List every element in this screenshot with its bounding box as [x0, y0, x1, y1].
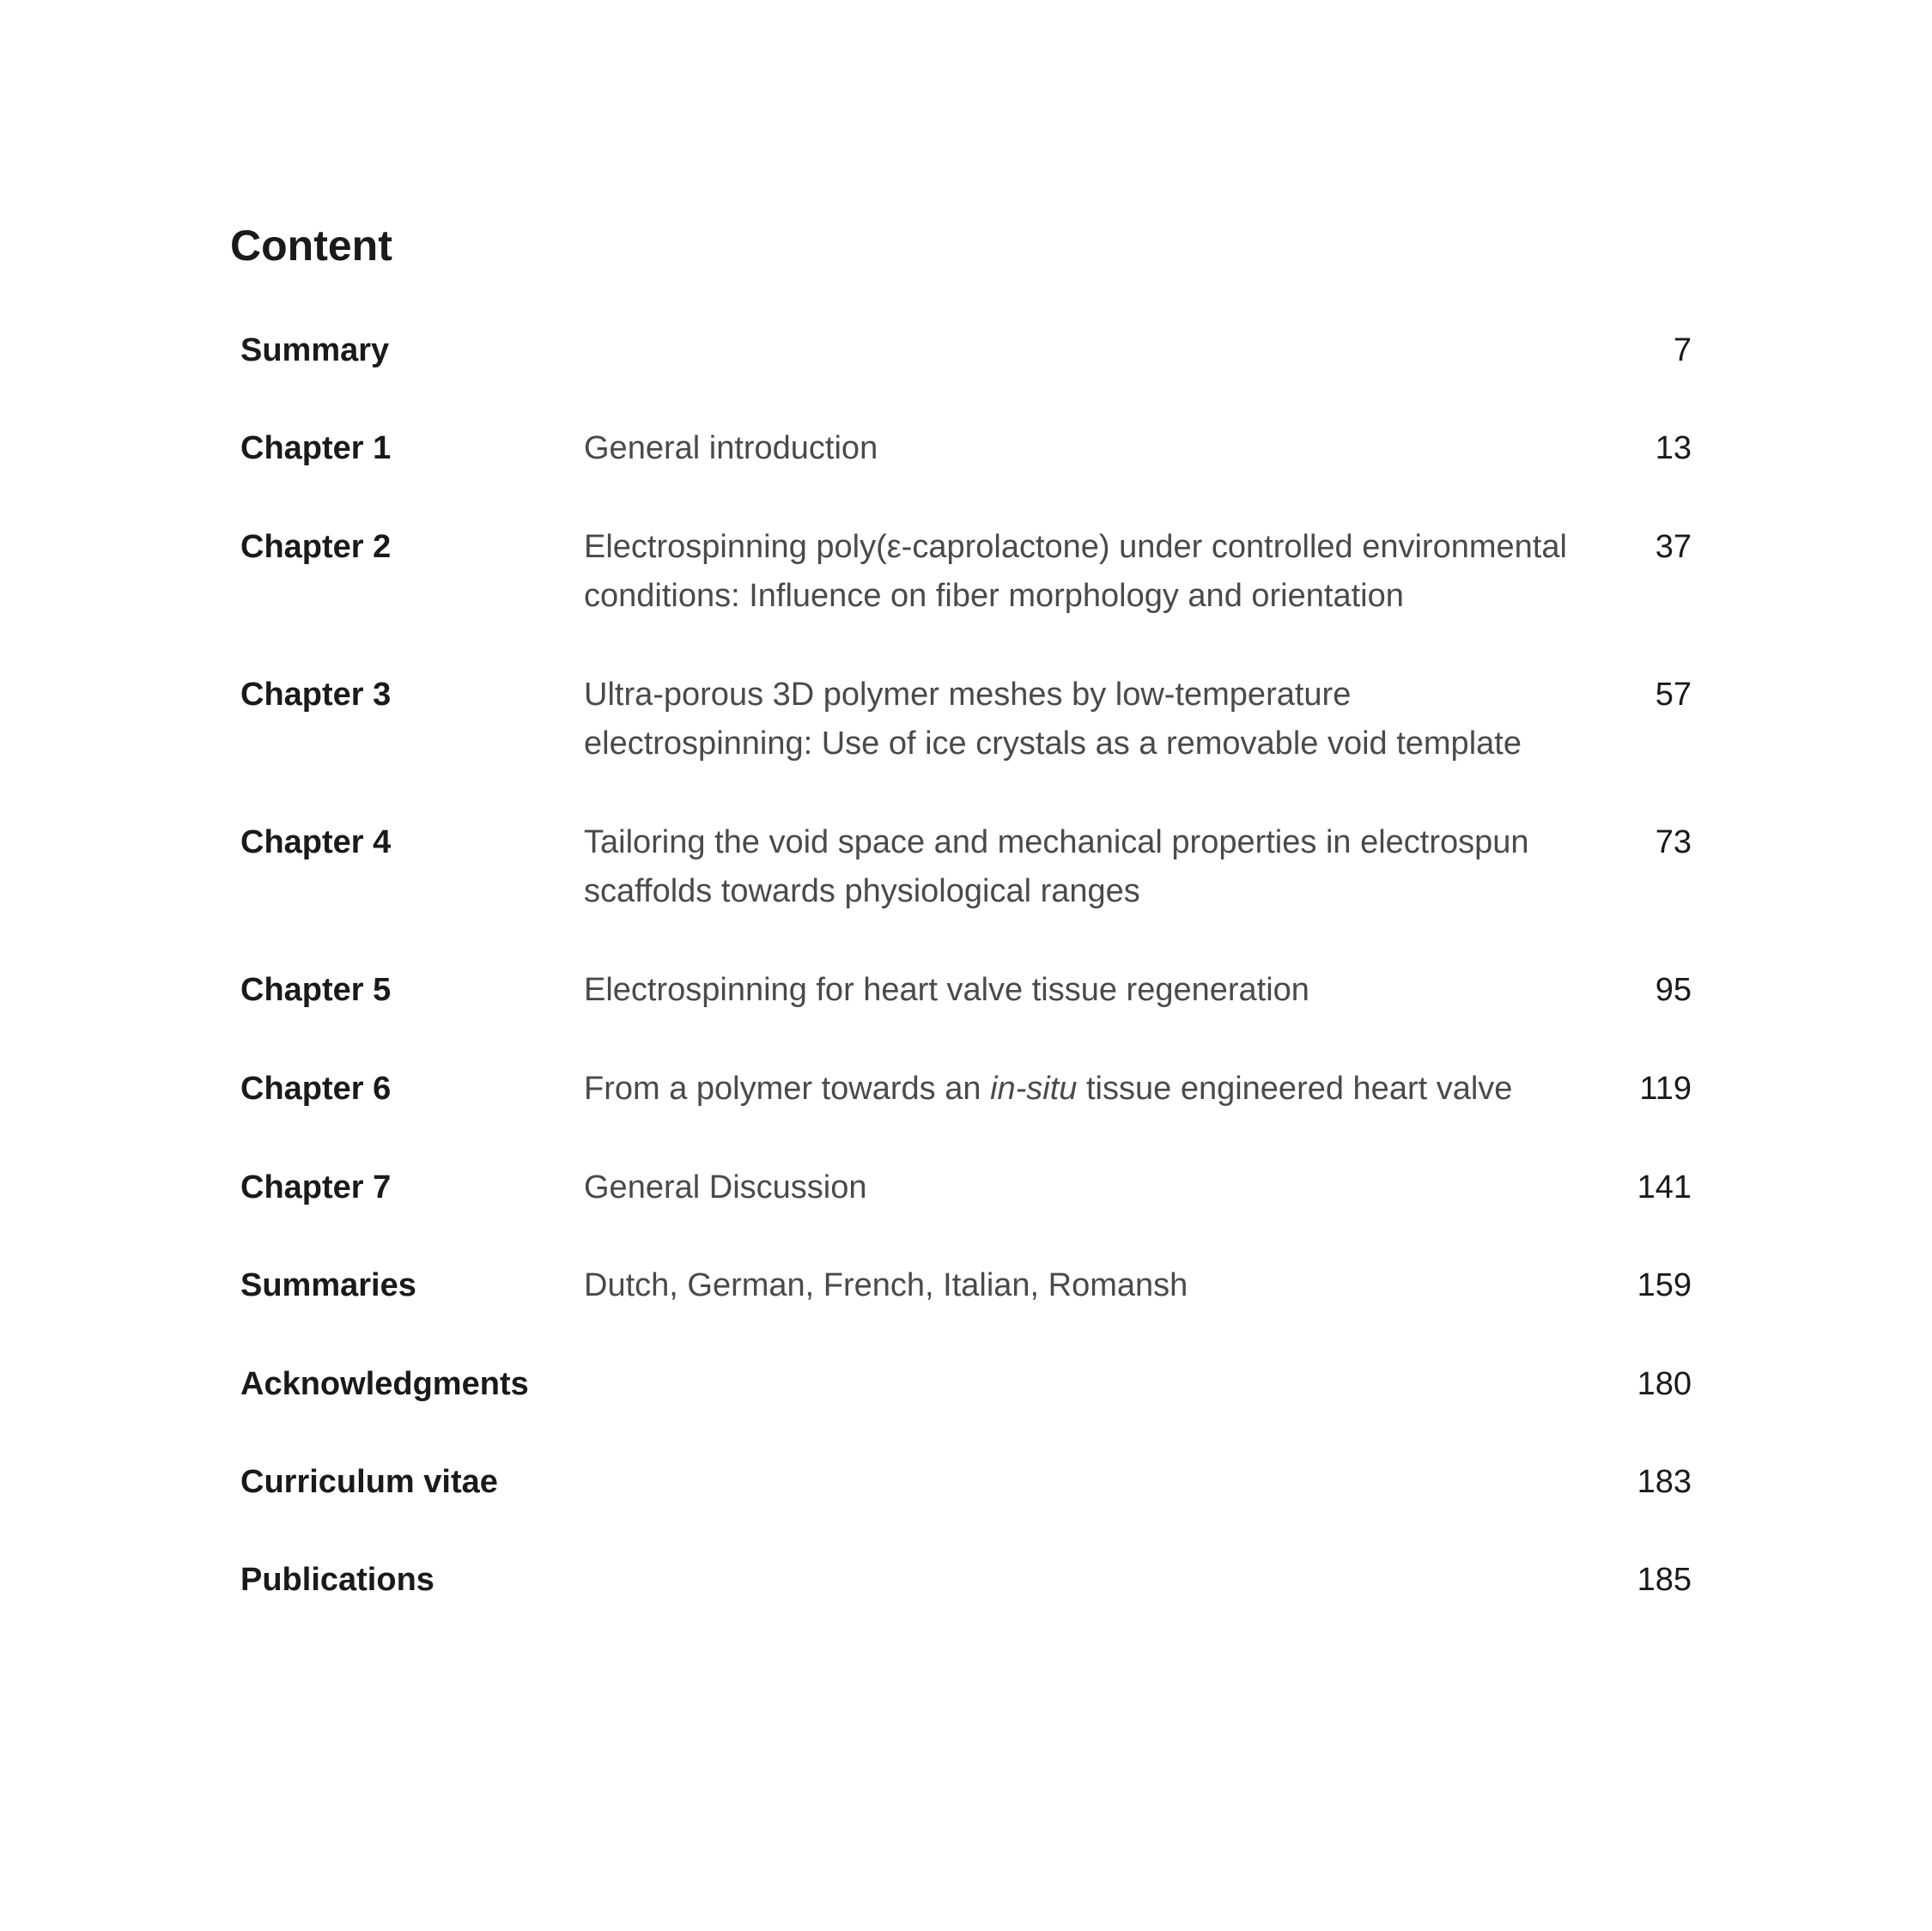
page-title: Content — [230, 222, 392, 270]
toc-entry-page: 183 — [1637, 1464, 1692, 1500]
toc-entry-label: Curriculum vitae — [240, 1464, 498, 1500]
toc-entry-page: 119 — [1639, 1071, 1692, 1107]
toc-entry-page: 159 — [1637, 1267, 1692, 1303]
toc-entry-title: Tailoring the void space and mechanical properties in electrospun scaffolds towards physiological ranges — [584, 824, 1529, 909]
toc-entry-label: Summary — [240, 332, 390, 368]
toc-entry-label: Publications — [240, 1562, 434, 1598]
toc-entry-title: General introduction — [584, 430, 878, 466]
toc-entry-label: Chapter 5 — [240, 972, 392, 1008]
toc-entry-page: 185 — [1637, 1562, 1692, 1598]
toc-entry-page: 95 — [1655, 972, 1692, 1008]
toc-entry-title: Electrospinning poly(ε-caprolactone) under controlled environmental conditions: Influence on fiber morphology and orientation — [584, 529, 1567, 614]
toc-entry-title — [584, 1065, 1571, 1114]
toc-entry-page: 37 — [1655, 529, 1692, 565]
toc-entry-label: Chapter 2 — [240, 529, 392, 565]
toc-entry-page: 57 — [1655, 677, 1692, 713]
toc-entry-page: 7 — [1673, 332, 1692, 368]
toc-entry-label: Chapter 3 — [240, 677, 392, 713]
toc-entry-title-italic: in-situ — [990, 1071, 1078, 1107]
toc-entry-page: 73 — [1655, 824, 1692, 860]
toc-entry-label: Chapter 6 — [240, 1071, 392, 1107]
toc-entry-label: Chapter 4 — [240, 824, 392, 860]
toc-entry-title: Dutch, German, French, Italian, Romansh — [584, 1267, 1188, 1303]
toc-entry-title: General Discussion — [584, 1169, 867, 1205]
toc-entry-title: Ultra-porous 3D polymer meshes by low-temperature electrospinning: Use of ice crystals as a removable void template — [584, 677, 1522, 762]
toc-entry-page: 13 — [1655, 430, 1692, 466]
toc-entry-label: Chapter 7 — [240, 1169, 392, 1205]
toc-entry-label: Acknowledgments — [240, 1366, 529, 1402]
toc-entry-page: 180 — [1637, 1366, 1692, 1402]
toc-entry-title-part: tissue engineered heart valve — [1077, 1071, 1513, 1107]
toc-entry-page: 141 — [1637, 1169, 1692, 1205]
toc-entry-label: Summaries — [240, 1267, 416, 1303]
toc-entry-label: Chapter 1 — [240, 430, 392, 466]
toc-entry-title-part: From a polymer towards an — [584, 1071, 991, 1107]
toc-entry-title: Electrospinning for heart valve tissue regeneration — [584, 972, 1309, 1008]
